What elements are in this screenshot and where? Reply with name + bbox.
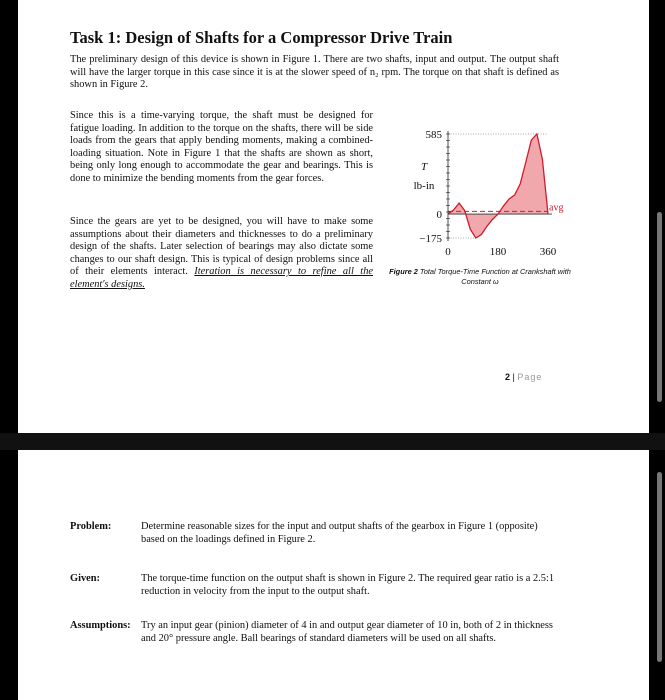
y-tick-label: −175	[419, 233, 442, 245]
assumptions-paragraph-text: Since the gears are yet to be designed, you will have to make some assumptions about their diameters and thicknesses to do a preliminary design of the shafts. Later selection of bearings may also dictate some changes to our shaft design. This is typical of design problems since all of their elements interact.	[70, 216, 373, 278]
y-axis-title-symbol: T	[420, 161, 428, 173]
y-tick-label: 0	[436, 209, 442, 222]
problem-text: Determine reasonable sizes for the input and output shafts of the gearbox in Figure 1 (opposite) based on the loadings defined in Figure 2.	[141, 521, 538, 545]
torque-area-fill	[448, 134, 548, 238]
iteration-link[interactable]: Iteration is necessary to refine all the element's designs.	[70, 266, 373, 290]
figure-caption	[380, 267, 580, 287]
figure-number: Figure 2	[389, 267, 418, 276]
assumptions-paragraph	[70, 216, 373, 292]
y-tick-label: 585	[425, 129, 442, 141]
problem-label: Problem:	[70, 521, 112, 532]
x-tick-label: 360	[539, 246, 557, 258]
page-word: Page	[517, 372, 543, 382]
assumptions-text: Try an input gear (pinion) diameter of 4 in and output gear diameter of 10 in, both of 2 in thickness and 20° pressure angle. Ball bearings of standard diameters will be used on all shafts.	[141, 620, 553, 644]
task-title: Task 1: Design of Shafts for a Compressor Drive Train	[70, 28, 453, 47]
scrollbar-thumb[interactable]	[657, 212, 662, 402]
fatigue-paragraph: Since this is a time-varying torque, the shaft must be designed for fatigue loading. In addition to the torque on the shafts, there will be side loads from the gears that apply bending moments, making a combined-loading situation. Note in Figure 1 that the shafts are shown as short, being only long enough to accommodate the gear and bearings. This is done to minimize the bending moments from the gear forces.	[70, 110, 373, 184]
page-number-value: 2	[505, 372, 511, 382]
given-label: Given:	[70, 573, 101, 584]
intro-paragraph: The preliminary design of this device is shown in Figure 1. There are two shafts, input and output. The output shaft will have the larger torque in this case since it is at the slower speed of n₂ rpm. The torque on that shaft is defined as shown in Figure 2.	[70, 54, 559, 91]
avg-label: avg	[549, 202, 564, 214]
page-number: 2 | Page	[505, 372, 543, 382]
page-gap	[0, 433, 665, 450]
x-tick-label: 180	[489, 246, 507, 258]
assumptions-label: Assumptions:	[70, 620, 131, 631]
given-text: The torque-time function on the output shaft is shown in Figure 2. The required gear ratio is a 2.5:1 reduction in velocity from the input to the output shaft.	[141, 573, 555, 597]
torque-time-chart	[386, 126, 566, 258]
x-tick-label: 0	[445, 246, 451, 258]
figure-caption-text: Total Torque-Time Function at Crankshaft with Constant ω	[419, 267, 571, 286]
y-axis-title-units: lb-in	[413, 180, 435, 192]
scrollbar-thumb-lower[interactable]	[657, 472, 662, 662]
